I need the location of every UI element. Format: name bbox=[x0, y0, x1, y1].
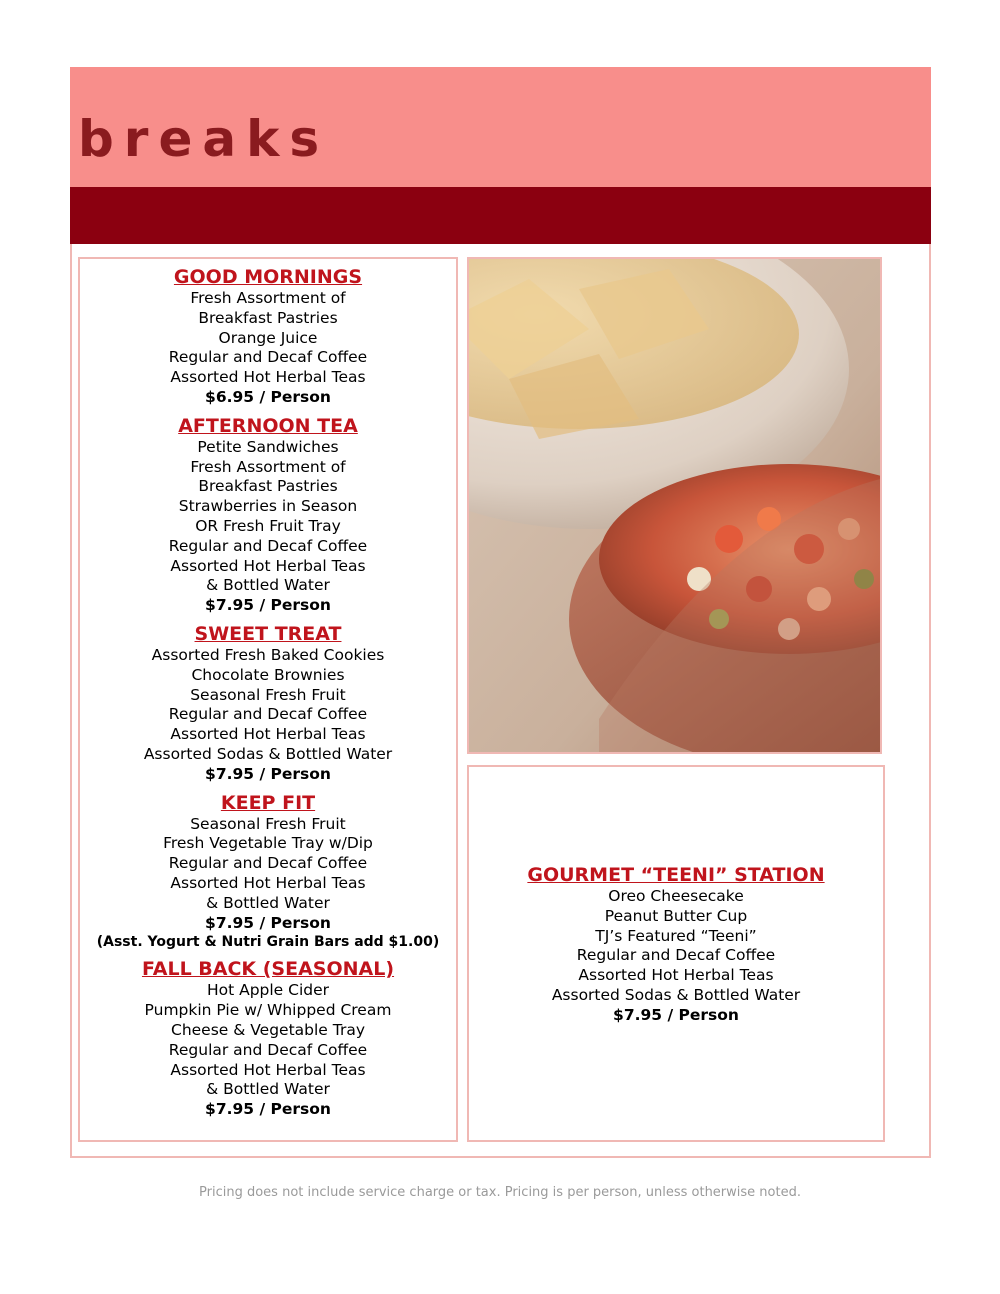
menu-item: Assorted Hot Herbal Teas bbox=[170, 725, 366, 744]
menu-item: Chocolate Brownies bbox=[191, 665, 345, 684]
menu-item: Assorted Sodas & Bottled Water bbox=[143, 744, 393, 763]
section-price: $6.95 / Person bbox=[205, 387, 331, 406]
menu-section-keep-fit bbox=[80, 791, 456, 952]
menu-item: Orange Juice bbox=[218, 328, 318, 347]
menu-item: Regular and Decaf Coffee bbox=[168, 705, 368, 724]
section-title: FALL BACK (SEASONAL) bbox=[141, 958, 395, 981]
menu-section-good-mornings bbox=[80, 265, 456, 408]
menu-item: OR Fresh Fruit Tray bbox=[195, 516, 341, 535]
menu-item: Fresh Vegetable Tray w/Dip bbox=[163, 834, 373, 853]
section-price: $7.95 / Person bbox=[205, 596, 331, 615]
right-menu-column bbox=[467, 765, 885, 1142]
section-title: KEEP FIT bbox=[220, 791, 316, 814]
footer-note: Pricing does not include service charge or tax. Pricing is per person, unless otherwise noted. bbox=[199, 1185, 801, 1200]
section-title: SWEET TREAT bbox=[194, 622, 342, 645]
menu-item: Fresh Assortment of bbox=[190, 289, 346, 307]
menu-item: Regular and Decaf Coffee bbox=[168, 348, 368, 367]
menu-item: Assorted Fresh Baked Cookies bbox=[151, 645, 385, 664]
section-price: $7.95 / Person bbox=[613, 1005, 739, 1024]
menu-item: Assorted Sodas & Bottled Water bbox=[551, 985, 801, 1004]
food-photo bbox=[467, 257, 882, 754]
menu-item: Regular and Decaf Coffee bbox=[576, 946, 776, 965]
menu-item: Regular and Decaf Coffee bbox=[168, 536, 368, 555]
section-price: $7.95 / Person bbox=[205, 1100, 331, 1119]
menu-item: & Bottled Water bbox=[206, 1080, 330, 1099]
menu-item: Fresh Assortment of bbox=[190, 457, 346, 476]
left-menu-column bbox=[78, 257, 458, 1142]
page-title: breaks bbox=[78, 110, 330, 168]
menu-item: Assorted Hot Herbal Teas bbox=[170, 556, 366, 575]
menu-item: Breakfast Pastries bbox=[198, 308, 338, 327]
menu-item: Assorted Hot Herbal Teas bbox=[578, 966, 774, 985]
section-title: GOOD MORNINGS bbox=[173, 266, 363, 288]
section-title: AFTERNOON TEA bbox=[178, 414, 358, 437]
menu-item: & Bottled Water bbox=[206, 576, 330, 595]
menu-item: TJ’s Featured “Teeni” bbox=[595, 926, 757, 945]
menu-item: Petite Sandwiches bbox=[197, 437, 339, 456]
menu-item: Regular and Decaf Coffee bbox=[168, 1040, 368, 1059]
menu-item: Cheese & Vegetable Tray bbox=[171, 1020, 365, 1039]
menu-item: Assorted Hot Herbal Teas bbox=[170, 873, 366, 892]
section-note: (Asst. Yogurt & Nutri Grain Bars add $1.00) bbox=[96, 934, 440, 951]
menu-section-afternoon-tea bbox=[80, 414, 456, 616]
menu-section-sweet-treat bbox=[80, 622, 456, 785]
header-dark-band bbox=[70, 187, 931, 244]
menu-item: Peanut Butter Cup bbox=[604, 906, 748, 925]
section-title: GOURMET “TEENI” STATION bbox=[527, 864, 825, 886]
menu-item: Seasonal Fresh Fruit bbox=[190, 685, 346, 704]
section-price: $7.95 / Person bbox=[205, 764, 331, 783]
menu-item: Hot Apple Cider bbox=[206, 981, 330, 1000]
menu-item: Regular and Decaf Coffee bbox=[168, 854, 368, 873]
menu-section-gourmet-teeni bbox=[469, 863, 883, 1026]
menu-item: Seasonal Fresh Fruit bbox=[190, 814, 346, 833]
menu-item: & Bottled Water bbox=[206, 893, 330, 912]
menu-item: Assorted Hot Herbal Teas bbox=[170, 368, 366, 387]
menu-section-fall-back bbox=[80, 957, 456, 1120]
section-price: $7.95 / Person bbox=[205, 913, 331, 932]
menu-item: Oreo Cheesecake bbox=[608, 887, 744, 905]
menu-item: Strawberries in Season bbox=[178, 497, 358, 516]
menu-item: Breakfast Pastries bbox=[198, 477, 338, 496]
menu-item: Assorted Hot Herbal Teas bbox=[170, 1060, 366, 1079]
menu-item: Pumpkin Pie w/ Whipped Cream bbox=[144, 1001, 392, 1020]
